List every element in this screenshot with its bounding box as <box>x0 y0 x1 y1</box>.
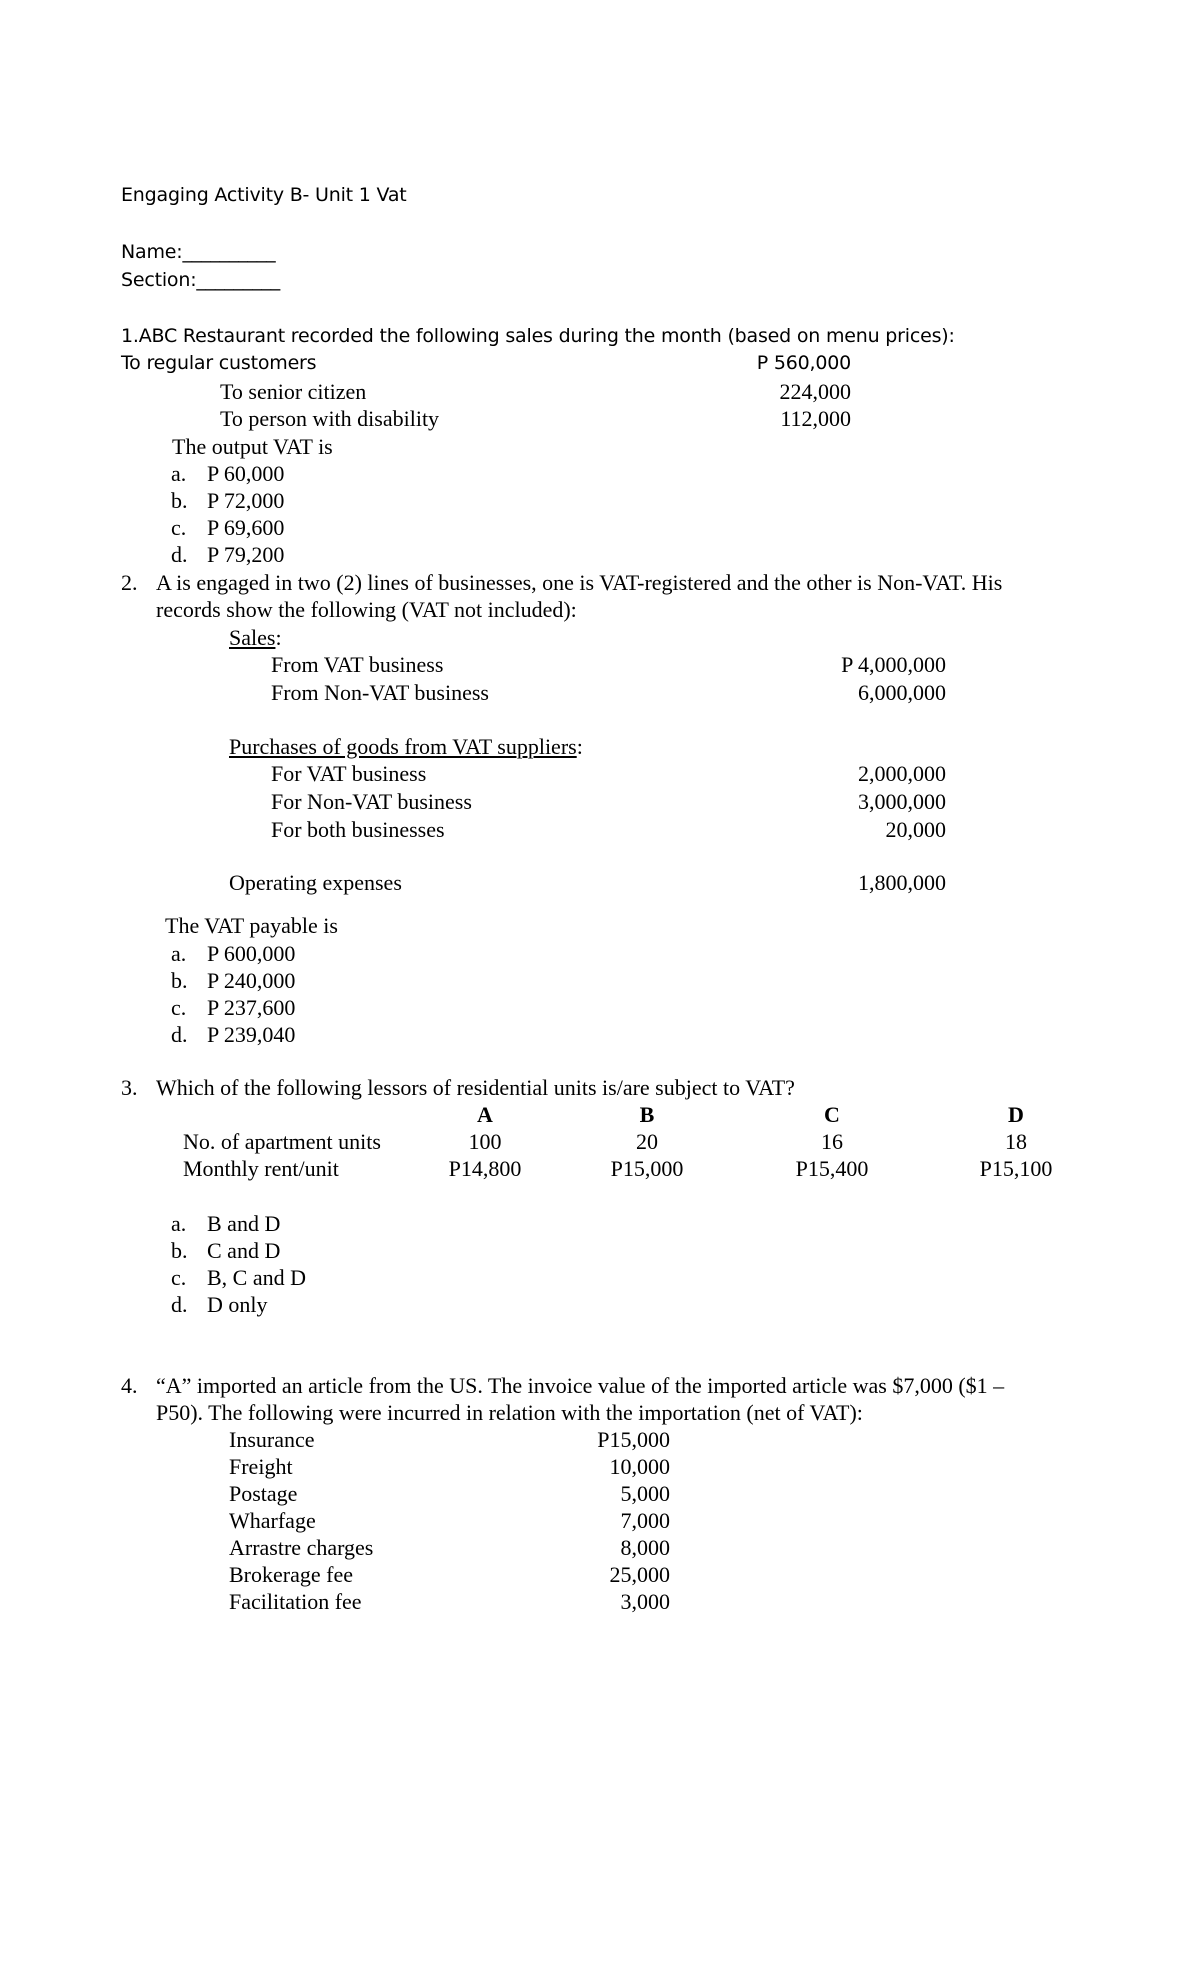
section-field-label: Section:_________ <box>121 269 281 291</box>
q3-choice-letter: b. <box>171 1238 188 1263</box>
q3-stem: Which of the following lessors of residential units is/are subject to VAT? <box>156 1075 795 1100</box>
q1-choice-letter: d. <box>171 542 188 567</box>
q3-cell: P15,400 <box>795 1156 869 1181</box>
q2-stem-line: A is engaged in two (2) lines of businesses, one is VAT-registered and the other is Non-VAT. His <box>156 570 1003 595</box>
q3-choice-text: C and D <box>207 1238 281 1263</box>
q3-number: 3. <box>121 1075 138 1100</box>
q2-purchase-value: 20,000 <box>885 817 946 842</box>
q4-row-label: Facilitation fee <box>229 1589 362 1614</box>
q3-choice-text: B, C and D <box>207 1265 306 1290</box>
q4-stem-line: “A” imported an article from the US. The invoice value of the imported article was $7,000 ($1 – <box>156 1373 1005 1398</box>
q3-column-header: B <box>639 1102 655 1127</box>
q2-choice-text: P 240,000 <box>207 968 296 993</box>
q4-row-value: 5,000 <box>620 1481 670 1506</box>
q3-choice-text: B and D <box>207 1211 281 1236</box>
q3-cell: 18 <box>1005 1129 1027 1154</box>
q3-column-header: A <box>477 1102 493 1127</box>
q1-choice-letter: c. <box>171 515 187 540</box>
q1-row-label: To senior citizen <box>220 379 367 404</box>
q3-choice-letter: d. <box>171 1292 188 1317</box>
document-title: Engaging Activity B- Unit 1 Vat <box>121 184 407 206</box>
q1-prompt: The output VAT is <box>172 434 333 459</box>
q1-choice-text: P 72,000 <box>207 488 285 513</box>
q4-number: 4. <box>121 1373 138 1398</box>
q2-sales-label: From VAT business <box>271 652 444 677</box>
q1-row-label: To regular customers <box>121 352 317 374</box>
q4-row-label: Wharfage <box>229 1508 316 1533</box>
q2-opex-label: Operating expenses <box>229 870 402 895</box>
q4-row-label: Brokerage fee <box>229 1562 353 1587</box>
q3-choice-letter: a. <box>171 1211 187 1236</box>
q3-cell: P15,000 <box>610 1156 684 1181</box>
q3-choice-letter: c. <box>171 1265 187 1290</box>
q2-choice-text: P 239,040 <box>207 1022 296 1047</box>
q4-row-label: Freight <box>229 1454 293 1479</box>
q1-row-label: To person with disability <box>220 406 440 431</box>
q4-row-value: 25,000 <box>609 1562 670 1587</box>
q3-cell: 16 <box>821 1129 843 1154</box>
q1-choice-letter: a. <box>171 461 187 486</box>
q2-sales-heading-text: Sales <box>229 625 276 650</box>
q2-prompt: The VAT payable is <box>165 913 338 938</box>
name-field-label: Name:__________ <box>121 241 276 263</box>
q2-sales-value: 6,000,000 <box>858 680 946 705</box>
q4-row-value: 7,000 <box>620 1508 670 1533</box>
q1-choice-text: P 69,600 <box>207 515 285 540</box>
q2-choice-letter: d. <box>171 1022 188 1047</box>
q3-cell: P15,100 <box>979 1156 1053 1181</box>
q3-row-label: No. of apartment units <box>183 1129 381 1154</box>
q4-row-label: Arrastre charges <box>229 1535 374 1560</box>
q2-choice-letter: b. <box>171 968 188 993</box>
q4-row-value: 8,000 <box>620 1535 670 1560</box>
q1-row-value: P 560,000 <box>756 352 851 374</box>
q2-choice-text: P 237,600 <box>207 995 296 1020</box>
q2-purchase-value: 2,000,000 <box>858 761 946 786</box>
q2-sales-value: P 4,000,000 <box>841 652 946 677</box>
q2-opex-value: 1,800,000 <box>858 870 946 895</box>
q1-stem: 1.ABC Restaurant recorded the following sales during the month (based on menu prices): <box>121 325 955 347</box>
q1-choice-text: P 60,000 <box>207 461 285 486</box>
q2-purchase-value: 3,000,000 <box>858 789 946 814</box>
q4-row-value: P15,000 <box>597 1427 670 1452</box>
q2-purchase-label: For VAT business <box>271 761 427 786</box>
q2-choice-letter: a. <box>171 941 187 966</box>
q3-cell: 20 <box>636 1129 658 1154</box>
q2-number: 2. <box>121 570 138 595</box>
q2-sales-colon: : <box>275 625 282 650</box>
q2-stem-line: records show the following (VAT not included): <box>156 597 577 622</box>
q1-row-value: 112,000 <box>780 406 851 431</box>
q2-purchase-label: For both businesses <box>271 817 445 842</box>
q1-choice-letter: b. <box>171 488 188 513</box>
q2-sales-heading <box>229 627 282 649</box>
q2-choice-text: P 600,000 <box>207 941 296 966</box>
q3-column-header: D <box>1008 1102 1024 1127</box>
q3-column-header: C <box>824 1102 840 1127</box>
q3-row-label: Monthly rent/unit <box>183 1156 339 1181</box>
q4-row-label: Insurance <box>229 1427 315 1452</box>
q1-choice-text: P 79,200 <box>207 542 285 567</box>
q4-row-label: Postage <box>229 1481 298 1506</box>
q3-cell: P14,800 <box>448 1156 522 1181</box>
q2-purchases-colon: : <box>576 734 583 759</box>
q2-choice-letter: c. <box>171 995 187 1020</box>
q4-row-value: 3,000 <box>620 1589 670 1614</box>
q4-stem-line: P50). The following were incurred in relation with the importation (net of VAT): <box>156 1400 863 1425</box>
q2-purchases-heading-text: Purchases of goods from VAT suppliers <box>229 734 577 759</box>
q1-row-value: 224,000 <box>779 379 851 404</box>
q3-choice-text: D only <box>207 1292 268 1317</box>
q2-sales-label: From Non-VAT business <box>271 680 489 705</box>
q2-purchases-heading <box>229 736 583 758</box>
q3-cell: 100 <box>468 1129 502 1154</box>
q2-purchase-label: For Non-VAT business <box>271 789 472 814</box>
q4-row-value: 10,000 <box>609 1454 670 1479</box>
